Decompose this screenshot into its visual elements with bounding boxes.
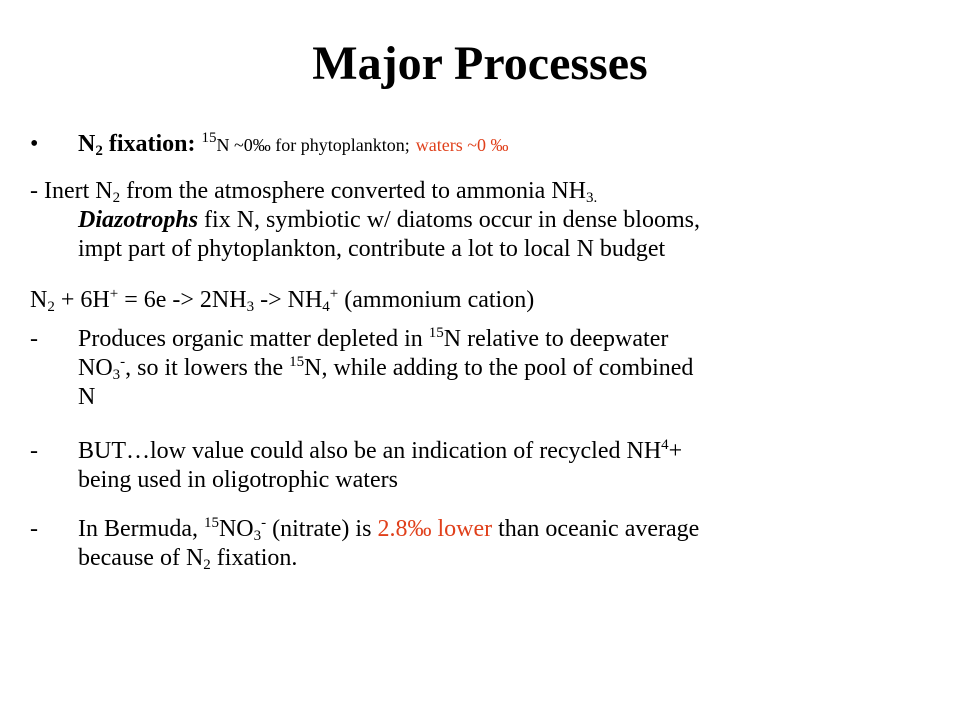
paragraph-text: In Bermuda, $^{15}NO_3^-$ (nitrate) is 2.8‰ lower than oceanic average because of $N_2$ fixation. bbox=[78, 515, 700, 573]
accent-text: 2.8‰ lower bbox=[377, 516, 493, 542]
bullet-text: $N_2$ fixation: $^{15}$N ~0‰ for phytoplankton; waters ~0 ‰ bbox=[78, 130, 509, 159]
emphasized-term: Diazotrophs bbox=[78, 207, 199, 233]
accent-text: waters ~0 ‰ bbox=[415, 135, 509, 155]
paragraph-text: BUT…low value could also be an indication of recycled $NH^4+$ being used in oligotrophic waters bbox=[78, 437, 683, 493]
dash-marker: - bbox=[30, 516, 38, 542]
slide-title: Major Processes bbox=[312, 37, 648, 90]
paragraph-text: Produces organic matter depleted in $^{15}$N relative to deepwater $NO_3^-$, so it lowers the $^{15}$N, while adding to the pool of combined N bbox=[78, 325, 694, 410]
equation-text: $N_2 + 6H^+ = 6e -> 2NH_3 -> NH_4^+$ (ammonium cation) bbox=[30, 286, 535, 315]
paragraph-text: - Inert $N_2$ from the atmosphere converted to ammonia $NH_{3.}$ Diazotrophs fix N, symbiotic w/ diatoms occur in dense blooms, impt part of phytoplankton, contribute a lot to local N budget bbox=[30, 178, 700, 262]
dash-marker: - bbox=[30, 438, 38, 464]
dash-marker: - bbox=[30, 326, 38, 352]
bullet-marker: • bbox=[30, 131, 39, 157]
